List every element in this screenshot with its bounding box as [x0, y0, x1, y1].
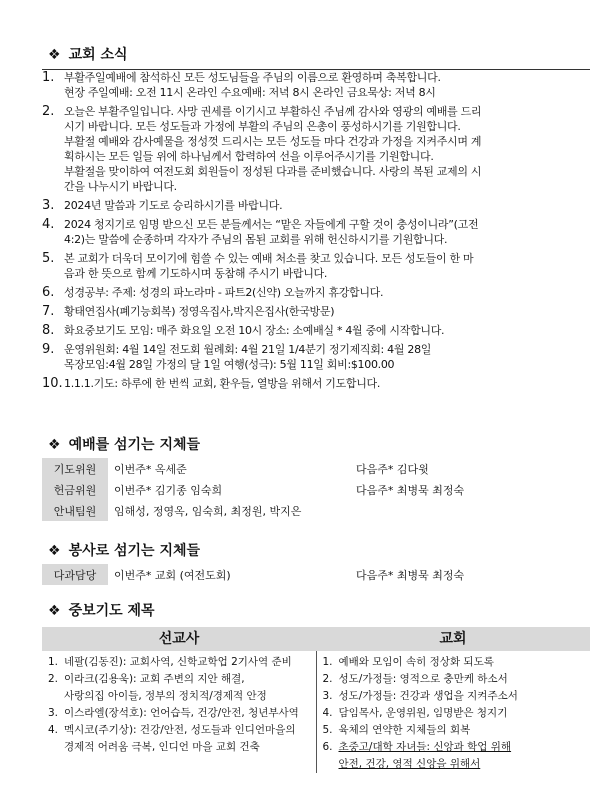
prayer-text — [64, 705, 299, 722]
missionary-column — [42, 651, 317, 773]
prayer-item — [323, 671, 587, 688]
table-row — [42, 458, 590, 479]
prayer-text — [339, 688, 518, 705]
prayer-text — [339, 671, 508, 688]
service-heading: ❖ 봉사로 섬기는 지체들 — [48, 543, 201, 559]
news-line: 성경공부: 주제: 성경의 파노라마 - 파트2(신약) 오늘까지 휴강합니다. — [64, 286, 384, 299]
prayer-line: 육체의 연약한 지체들의 회복 — [338, 724, 471, 736]
prayer-text — [339, 705, 508, 722]
news-line: 황태연집사(폐기능회복) 정영옥집사,박지은집사(한국방문) — [64, 305, 335, 318]
prayer-number: 5. — [322, 724, 333, 736]
prayer-heading: ❖ 중보기도 제목 — [48, 603, 155, 619]
news-number: 6. — [42, 285, 55, 300]
prayer-line: 안전, 건강, 영적 신앙을 위해서 — [338, 758, 481, 770]
news-number: 7. — [42, 304, 55, 319]
prayer-line: 예배와 모임이 속히 정상화 되도록 — [338, 656, 494, 668]
prayer-item — [323, 705, 587, 722]
news-item — [42, 342, 590, 372]
prayer-line: 사랑의집 아이들, 정부의 정치적/경제적 안정 — [64, 690, 267, 702]
this-week-cell: 이번주* 교회 (여전도회) — [114, 568, 231, 582]
church-header: 교회 — [439, 631, 467, 647]
news-item — [42, 323, 590, 338]
news-line: 오늘은 부활주일입니다. 사망 권세를 이기시고 부활하신 주님께 감사와 영광의 예배를 드리 — [64, 105, 482, 118]
prayer-line: 이라크(김용욱): 교회 주변의 지안 해결, — [64, 673, 245, 685]
news-item — [42, 376, 590, 391]
news-item — [42, 217, 590, 247]
news-line: 부활절 예배와 감사예물을 정성껏 드리시는 모든 성도들 마다 건강과 가정을 지켜주시며 계 — [64, 135, 482, 148]
prayer-line: 네팔(김동진): 교회사역, 신학교학업 2기사역 준비 — [64, 656, 292, 668]
news-text — [64, 217, 590, 247]
prayer-text — [64, 654, 292, 671]
this-week-cell: 이번주* 김기종 임숙희 — [114, 483, 223, 497]
prayer-text — [339, 722, 471, 739]
worship-heading: ❖ 예배를 섬기는 지체들 — [48, 437, 201, 453]
diamond-icon: ❖ — [48, 47, 61, 63]
news-text — [64, 104, 590, 194]
news-line: 부활주일예배에 참석하신 모든 성도님들을 주님의 이름으로 환영하며 축복합니다. — [64, 71, 441, 84]
news-line: 시기 바랍니다. 모든 성도들과 가정에 부활의 주님의 은총이 풍성하시기를 기원합니다. — [64, 120, 461, 133]
church-column — [317, 651, 591, 773]
prayer-text — [64, 722, 295, 756]
table-row — [42, 500, 590, 521]
news-text — [64, 342, 590, 372]
prayer-item — [48, 722, 312, 756]
prayer-line: 초중고/대학 자녀들: 신앙과 학업 위해 — [338, 741, 512, 753]
role-label: 안내팀원 — [42, 500, 108, 521]
news-number: 10. — [42, 376, 63, 391]
next-week-cell — [350, 500, 590, 521]
news-item — [42, 198, 590, 213]
prayer-line: 경제적 어려움 극복, 인디언 마을 교회 건축 — [64, 741, 260, 753]
news-number: 1. — [42, 70, 55, 85]
role-label: 헌금위원 — [42, 479, 108, 500]
prayer-number: 6. — [322, 741, 333, 753]
news-item — [42, 70, 590, 100]
missionary-header: 선교사 — [158, 631, 200, 647]
news-number: 5. — [42, 251, 55, 266]
news-number: 3. — [42, 198, 55, 213]
news-text — [64, 323, 590, 338]
news-line: 부활절을 맞이하여 여전도회 회원들이 정성된 다과를 준비했습니다. 사랑의 복된 교제의 시 — [64, 165, 482, 178]
prayer-number: 2. — [48, 673, 59, 685]
news-line: 운영위원회: 4월 14일 전도회 월례회: 4월 21일 1/4분기 정기제직회: 4월 28일 — [64, 343, 432, 356]
prayer-item — [48, 671, 312, 705]
news-item — [42, 304, 590, 319]
news-line: 간을 나누시기 바랍니다. — [64, 180, 177, 193]
diamond-icon: ❖ — [48, 543, 61, 559]
news-line: 2024년 말씀과 기도로 승리하시기를 바랍니다. — [64, 199, 283, 212]
diamond-icon: ❖ — [48, 603, 61, 619]
prayer-text — [339, 739, 512, 773]
news-line: 4:2)는 말씀에 순종하며 각자가 주님의 몸된 교회를 위해 헌신하시기를 기원합니다. — [64, 233, 448, 246]
news-line: 획하시는 모든 일들 위에 하나님께서 합력하여 선을 이루어주시기를 기원합니다. — [64, 150, 434, 163]
prayer-table — [42, 627, 590, 773]
news-line: 본 교회가 더욱더 모이기에 힘쓸 수 있는 예배 처소를 찾고 있습니다. 모든 성도들이 한 마 — [64, 252, 474, 265]
news-text — [64, 198, 590, 213]
news-number: 8. — [42, 323, 55, 338]
news-line: 1.1.1.기도: 하루에 한 번씩 교회, 환우들, 열방을 위해서 기도합니다. — [64, 377, 381, 390]
service-table — [42, 564, 590, 585]
prayer-item — [48, 654, 312, 671]
news-line: 2024 청지기로 임명 받으신 모든 분들께서는 “맡은 자들에게 구할 것이 충성이니라”(고전 — [64, 218, 479, 231]
role-label: 기도위원 — [42, 458, 108, 479]
worship-table — [42, 458, 590, 521]
prayer-line: 성도/가정들: 건강과 생업을 지켜주소서 — [338, 690, 518, 702]
news-line: 음과 한 뜻으로 함께 기도하시며 동참해 주시기 바랍니다. — [64, 267, 328, 280]
role-label: 다과담당 — [42, 564, 108, 585]
prayer-number: 4. — [48, 724, 59, 736]
prayer-line: 담임목사, 운영위원, 임명받은 청지기 — [338, 707, 508, 719]
prayer-number: 1. — [48, 656, 59, 668]
prayer-line: 성도/가정들: 영적으로 충만케 하소서 — [338, 673, 508, 685]
next-week-cell: 다음주* 김다윗 — [356, 462, 429, 476]
prayer-item — [323, 739, 587, 773]
prayer-item — [323, 688, 587, 705]
prayer-number: 3. — [48, 707, 59, 719]
news-number: 9. — [42, 342, 55, 357]
prayer-line: 이스라엘(장석호): 언어습득, 건강/안전, 청년부사역 — [64, 707, 299, 719]
prayer-line: 멕시코(주기상): 건강/안전, 성도들과 인디언마을의 — [64, 724, 296, 736]
news-number: 4. — [42, 217, 55, 232]
prayer-number: 4. — [322, 707, 333, 719]
prayer-item — [48, 705, 312, 722]
diamond-icon: ❖ — [48, 437, 61, 453]
table-row — [42, 564, 590, 585]
news-number: 2. — [42, 104, 55, 119]
table-row — [42, 479, 590, 500]
prayer-number: 2. — [322, 673, 333, 685]
news-text — [64, 251, 590, 281]
news-text — [64, 70, 590, 100]
news-line: 현장 주일예배: 오전 11시 온라인 수요예배: 저녁 8시 온라인 금요묵상: 저녁 8시 — [64, 86, 436, 99]
prayer-text — [64, 671, 267, 705]
next-week-cell: 다음주* 최병묵 최정숙 — [356, 483, 465, 497]
prayer-item — [323, 722, 587, 739]
news-item — [42, 104, 590, 194]
news-text — [64, 285, 590, 300]
prayer-item — [323, 654, 587, 671]
news-line: 목장모임:4월 28일 가정의 달 1일 여행(성극): 5월 11일 회비:$100.00 — [64, 358, 395, 371]
news-line: 화요중보기도 모임: 매주 화요일 오전 10시 장소: 소예배실 * 4월 중에 시작합니다. — [64, 324, 445, 337]
news-item — [42, 285, 590, 300]
prayer-number: 1. — [322, 656, 333, 668]
news-text — [64, 304, 590, 319]
prayer-number: 3. — [322, 690, 333, 702]
this-week-cell: 임해성, 정영옥, 임숙희, 최정원, 박지은 — [114, 504, 302, 518]
prayer-text — [339, 654, 494, 671]
news-list — [42, 69, 590, 395]
news-heading: ❖ 교회 소식 — [48, 47, 128, 63]
news-text — [64, 376, 590, 391]
this-week-cell: 이번주* 옥세준 — [114, 462, 187, 476]
news-item — [42, 251, 590, 281]
next-week-cell: 다음주* 최병묵 최정숙 — [356, 568, 465, 582]
